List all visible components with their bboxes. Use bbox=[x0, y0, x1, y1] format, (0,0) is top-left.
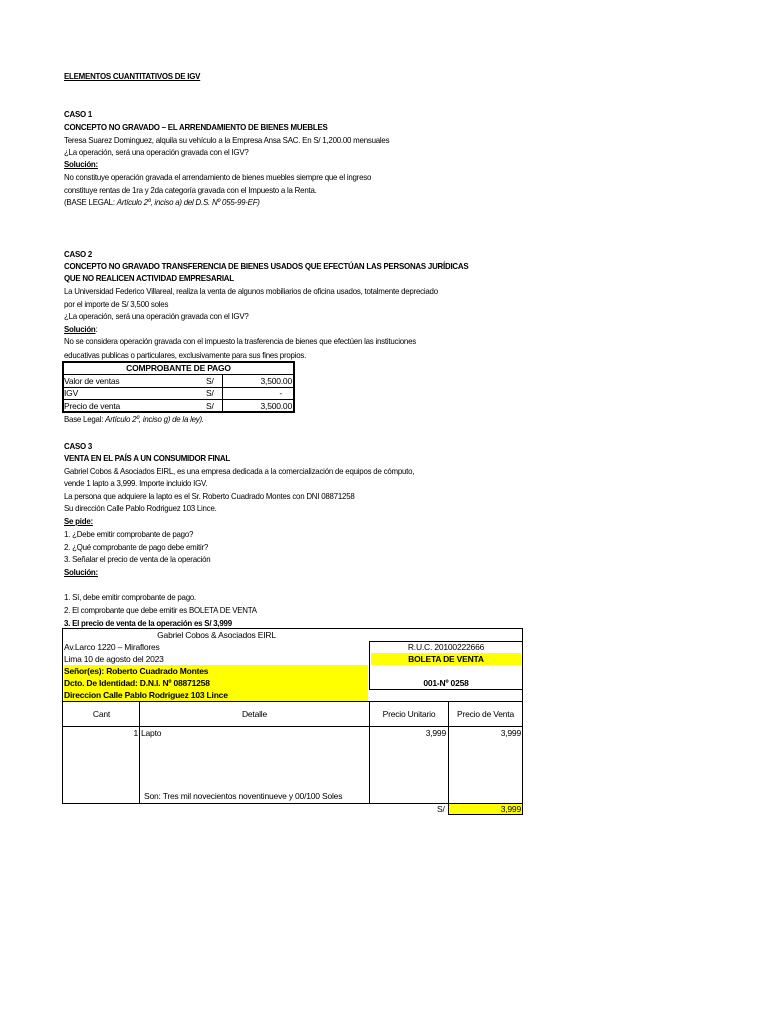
caso3-answer-2: 2. El comprobante que debe emitir es BOLETA DE VENTA bbox=[64, 605, 257, 615]
caso1-text: Teresa Suarez Dominguez, alquila su vehículo a la Empresa Ansa SAC. En S/ 1,200.00 mensuales bbox=[64, 135, 390, 145]
boleta-total: 3,999 bbox=[500, 804, 521, 814]
comprobante-header: COMPROBANTE DE PAGO bbox=[126, 363, 231, 373]
caso2-solucion-label: Solución bbox=[64, 324, 96, 334]
caso3-heading: CASO 3 bbox=[64, 441, 93, 451]
caso1-heading: CASO 1 bbox=[64, 109, 93, 119]
caso2-solucion bbox=[64, 323, 501, 335]
caso2-concept-line1: CONCEPTO NO GRAVADO TRANSFERENCIA DE BIENES USADOS QUE EFECTÚAN LAS PERSONAS JURÍDICAS bbox=[64, 261, 469, 271]
caso3-question-2: 2. ¿Qué comprobante de pago debe emitir? bbox=[64, 542, 209, 552]
caso2-question: ¿La operación, será una operación gravada con el IGV? bbox=[64, 311, 249, 321]
boleta-ruc: R.U.C. 20100222666 bbox=[407, 642, 485, 652]
caso1-question: ¿La operación, será una operación gravada con el IGV? bbox=[64, 147, 249, 157]
caso3-question-3: 3. Señalar el precio de venta de la operación bbox=[64, 554, 211, 564]
caso1-base-legal bbox=[64, 196, 501, 208]
col-detalle-header: Detalle bbox=[241, 709, 268, 719]
boleta-customer: Señor(es): Roberto Cuadrado Montes bbox=[64, 666, 209, 676]
caso3-se-pide: Se pide: bbox=[64, 516, 93, 526]
item-cant: 1 bbox=[133, 728, 138, 738]
item-detalle: Lapto bbox=[141, 728, 162, 738]
boleta-direccion: Direccion Calle Pablo Rodriguez 103 Lince bbox=[64, 690, 228, 700]
caso3-answer-1: 1. Sí, debe emitir comprobante de pago. bbox=[64, 592, 197, 602]
item-precio-unitario: 3,999 bbox=[425, 728, 446, 738]
caso2-base-prefix: Base Legal: bbox=[64, 414, 106, 424]
boleta-date: Lima 10 de agosto del 2023 bbox=[64, 654, 164, 664]
caso3-text-line3: La persona que adquiere la lapto es el Sr. Roberto Cuadrado Montes con DNI 08871258 bbox=[64, 491, 355, 501]
row-valor-currency: S/ bbox=[206, 376, 214, 386]
row-igv-label: IGV bbox=[64, 388, 79, 398]
caso3-solucion-label: Solución: bbox=[64, 567, 98, 577]
row-valor-value: 3,500.00 bbox=[260, 376, 292, 386]
row-precio-currency: S/ bbox=[206, 401, 214, 411]
caso3-concept: VENTA EN EL PAÍS A UN CONSUMIDOR FINAL bbox=[64, 453, 230, 463]
boleta-amount-in-words: Son: Tres mil novecientos noventinueve y 00/100 Soles bbox=[144, 791, 343, 801]
row-valor-label: Valor de ventas bbox=[64, 376, 120, 386]
caso1-concept: CONCEPTO NO GRAVADO – EL ARRENDAMIENTO DE BIENES MUEBLES bbox=[64, 122, 328, 132]
row-igv-value: - bbox=[279, 388, 282, 398]
page-title: ELEMENTOS CUANTITATIVOS DE IGV bbox=[64, 71, 201, 81]
caso1-base-italic: Artículo 2º, inciso a) del D.S. Nº 055-99-EF) bbox=[116, 197, 260, 207]
caso1-solution-line1: No constituye operación gravada el arrendamiento de bienes muebles siempre que el ingreso bbox=[64, 172, 372, 182]
row-precio-label: Precio de venta bbox=[64, 401, 121, 411]
item-precio-venta: 3,999 bbox=[500, 728, 521, 738]
caso3-text-line2: vende 1 lapto a 3,999. Importe incluido IGV. bbox=[64, 478, 208, 488]
col-cant-header: Cant bbox=[92, 709, 111, 719]
row-igv-currency: S/ bbox=[206, 388, 214, 398]
caso1-solution-line2: constituye rentas de 1ra y 2da categoría gravada con el Impuesto a la Renta. bbox=[64, 185, 317, 195]
caso2-solution-line2: educativas publicas o particulares, exclusivamente para sus fines propios. bbox=[64, 350, 307, 360]
boleta-total-currency: S/ bbox=[437, 804, 445, 814]
caso2-heading: CASO 2 bbox=[64, 249, 93, 259]
caso2-concept-line2: QUE NO REALICEN ACTIVIDAD EMPRESARIAL bbox=[64, 273, 234, 283]
caso1-base-prefix: (BASE LEGAL: bbox=[64, 197, 117, 207]
caso3-question-1: 1. ¿Debe emitir comprobante de pago? bbox=[64, 529, 194, 539]
caso2-solution-line1: No se considera operación gravada con el impuesto la trasferencia de bienes que efectúen las instituciones bbox=[64, 336, 416, 346]
boleta-id-document: Dcto. De Identidad: D.N.I. Nº 08871258 bbox=[64, 678, 210, 688]
caso3-text-line1: Gabriel Cobos & Asociados EIRL, es una empresa dedicada a la comercialización de equipos de cómputo, bbox=[64, 466, 415, 476]
caso3-text-line4: Su dirección Calle Pablo Rodriguez 103 Lince. bbox=[64, 503, 217, 513]
boleta-number: 001-Nº 0258 bbox=[423, 678, 469, 688]
caso2-base-italic: Artículo 2º, inciso g) de la ley). bbox=[105, 414, 204, 424]
caso1-solucion-label: Solución: bbox=[64, 159, 98, 169]
col-precio-venta-header: Precio de Venta bbox=[456, 709, 514, 719]
caso3-answer-3: 3. El precio de venta de la operación es S/ 3,999 bbox=[64, 618, 232, 628]
row-precio-value: 3,500.00 bbox=[260, 401, 292, 411]
boleta-doc-type: BOLETA DE VENTA bbox=[408, 654, 484, 664]
col-precio-unitario-header: Precio Unitario bbox=[382, 709, 436, 719]
caso2-text-line2: por el importe de S/ 3,500 soles bbox=[64, 299, 169, 309]
boleta-address: Av.Larco 1220 – Miraflores bbox=[64, 642, 160, 652]
caso2-solucion-colon: : bbox=[95, 324, 98, 334]
caso2-text-line1: La Universidad Federico Villareal, realiza la venta de algunos mobiliarios de oficina usados, totalmente depreciado bbox=[64, 286, 438, 296]
caso2-base-legal bbox=[64, 413, 501, 425]
boleta-company: Gabriel Cobos & Asociados EIRL bbox=[157, 630, 276, 640]
